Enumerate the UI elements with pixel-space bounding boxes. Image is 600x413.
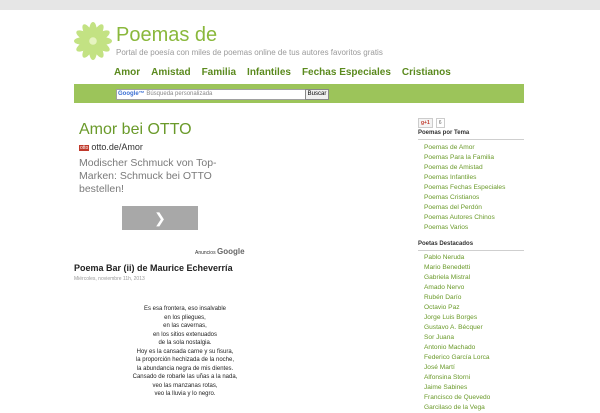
main-nav [114, 67, 462, 78]
poem-line: veo la lluvia y lo negro. [154, 391, 216, 397]
sidebar-link[interactable]: Alfonsina Storni [424, 374, 471, 381]
poem-line: en las cavernas, [163, 323, 207, 329]
poem-line: Hoy es la cansada carne y su fisura, [136, 348, 234, 355]
sidebar-list-temas [424, 143, 505, 233]
ad-open-button[interactable] [122, 206, 198, 230]
poem-line: Cansado de robarle las uñas a la nada, [132, 374, 238, 380]
google-plus-button[interactable]: g+1 [418, 118, 433, 128]
poem-line: Es esa frontera, eso insalvable [143, 306, 227, 312]
sidebar-link[interactable]: José Martí [424, 364, 455, 371]
nav-item-fechas-especiales[interactable]: Fechas Especiales [301, 67, 391, 78]
sidebar-heading-poetas: Poetas Destacados [418, 241, 524, 251]
sidebar-link[interactable]: Poemas Cristianos [424, 194, 480, 201]
nav-item-cristianos[interactable]: Cristianos [401, 67, 451, 78]
nav-item-infantiles[interactable]: Infantiles [247, 67, 291, 78]
poem-line: de la sola nostalgia. [158, 340, 212, 346]
poem-line: la abundancia negra de mis dientes. [136, 365, 234, 372]
sidebar-link[interactable]: Rubén Darío [424, 294, 462, 301]
sidebar-link[interactable]: Jorge Luis Borges [424, 314, 478, 321]
sidebar-link[interactable]: Antonio Machado [424, 344, 476, 351]
sidebar-link[interactable]: Amado Nervo [424, 284, 465, 291]
sidebar-link[interactable]: Mario Benedetti [424, 264, 471, 271]
poem-line: en los sitios extenuados [152, 331, 218, 338]
sidebar-heading-temas: Poemas por Tema [418, 130, 524, 140]
green-flower-logo[interactable] [74, 22, 112, 60]
post-title[interactable]: Poema Bar (ii) de Maurice Echeverría [74, 263, 233, 273]
site-title[interactable]: Poemas de [116, 24, 218, 46]
ad-title-link[interactable]: Amor bei OTTO [79, 121, 192, 138]
nav-item-amor[interactable]: Amor [114, 67, 141, 78]
sidebar-link[interactable]: Federico García Lorca [424, 354, 490, 361]
sidebar-link[interactable]: Poemas del Perdón [424, 204, 482, 211]
ad-url-badge: otto [80, 144, 89, 151]
sidebar-link[interactable]: Garcilaso de la Vega [424, 404, 485, 411]
site-tagline: Portal de poesía con miles de poemas online de tus autores favoritos gratis [116, 48, 383, 57]
sidebar-link[interactable]: Jaime Sabines [424, 384, 468, 391]
ad-url-link[interactable] [79, 142, 143, 152]
sidebar-link[interactable]: Poemas de Amistad [424, 164, 483, 171]
sidebar-link[interactable]: Pablo Neruda [424, 254, 465, 261]
sidebar-link[interactable]: Poemas Para la Familia [424, 154, 494, 161]
google-plus-count: 6 [436, 118, 445, 128]
poem-body [90, 305, 280, 399]
nav-item-amistad[interactable]: Amistad [151, 67, 191, 78]
search-button[interactable]: Buscar [305, 89, 329, 100]
chevron-right-icon: ❯ [154, 210, 166, 226]
sidebar-link[interactable]: Poemas de Amor [424, 144, 475, 151]
ad-description: Modischer Schmuck von Top-Marken: Schmuck bei OTTO bestellen! [79, 157, 217, 195]
sidebar-link[interactable]: Poemas Autores Chinos [424, 214, 495, 221]
sidebar-link[interactable]: Gabriela Mistral [424, 274, 471, 281]
sidebar-link[interactable]: Poemas Varios [424, 224, 469, 231]
poem-line: la proporción hechizada de la noche, [135, 357, 235, 363]
sidebar-link[interactable]: Octavio Paz [424, 304, 460, 311]
google-search-label: Google™ [118, 91, 145, 97]
sidebar-link[interactable]: Gustavo A. Bécquer [424, 324, 483, 331]
sidebar-link[interactable]: Poemas Fechas Especiales [424, 184, 506, 191]
social-buttons [418, 118, 445, 128]
post-date: Miércoles, noviembre 11h, 2013 [74, 276, 145, 282]
sidebar-link[interactable]: Sor Juana [424, 334, 455, 341]
search-placeholder: Búsqueda personalizada [146, 91, 213, 97]
nav-item-familia[interactable]: Familia [201, 67, 237, 78]
sidebar-link[interactable]: Poemas Infantiles [424, 174, 477, 181]
ads-by-google[interactable]: Anuncios Google [195, 247, 245, 256]
poem-line: en los pliegues, [164, 314, 206, 321]
poem-line: veo las manzanas rotas, [152, 382, 218, 389]
top-bar [0, 0, 600, 10]
ad-url-text: otto.de/Amor [91, 142, 143, 152]
sidebar-link[interactable]: Francisco de Quevedo [424, 394, 491, 401]
sidebar-list-poetas [424, 253, 490, 413]
search-input[interactable] [116, 89, 306, 100]
